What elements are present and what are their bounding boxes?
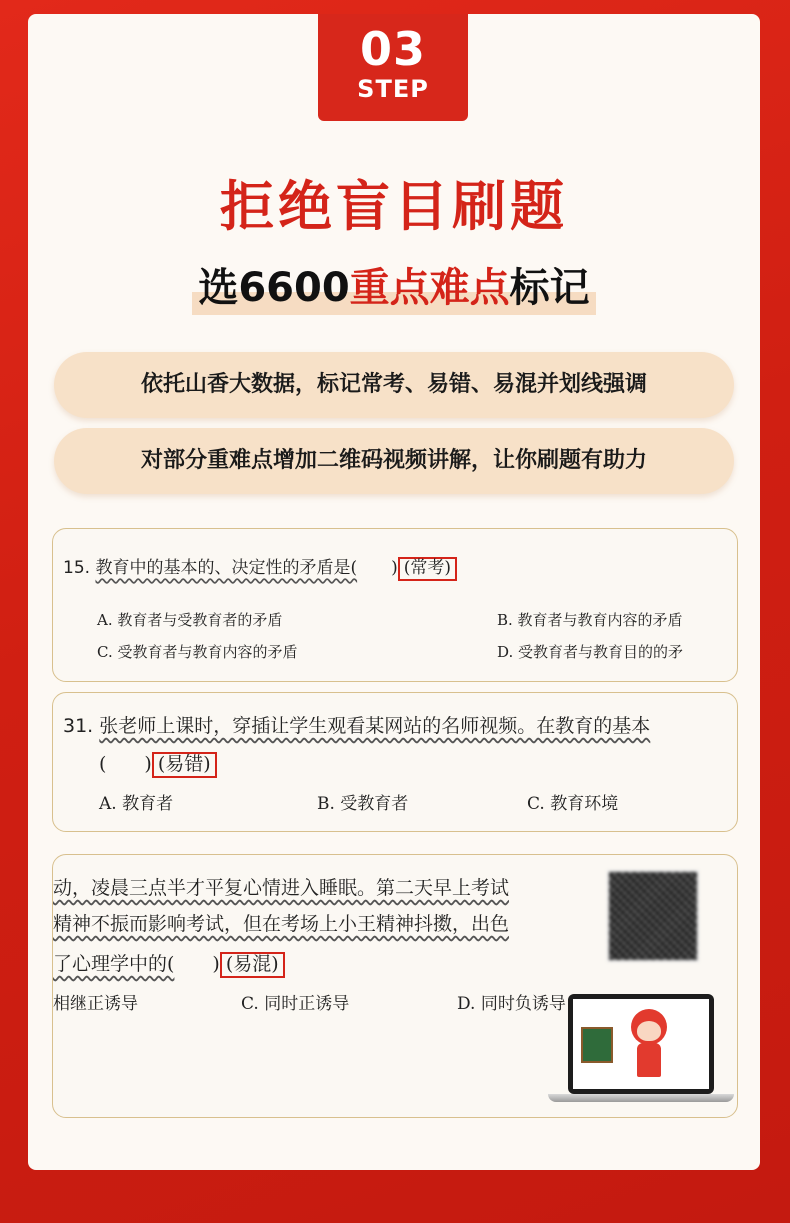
- qr-code-icon[interactable]: [607, 870, 699, 962]
- step-number: 03: [359, 22, 426, 76]
- question-1-stem: 教育中的基本的、决定性的矛盾是(: [95, 558, 358, 578]
- question-3-option-c: C. 同时正诱导: [241, 994, 350, 1014]
- video-preview: [573, 999, 709, 1089]
- content-card: [28, 14, 760, 1170]
- question-1-number: 15.: [63, 558, 91, 578]
- question-2-number: 31.: [63, 715, 94, 737]
- question-3-blank: ): [174, 953, 220, 975]
- question-2-option-b: B. 受教育者: [317, 794, 409, 814]
- question-1-tag: (常考): [398, 557, 457, 581]
- feature-pill-1: 依托山香大数据，标记常考、易错、易混并划线强调: [54, 352, 734, 418]
- question-3-option-d: D. 同时负诱导: [457, 994, 566, 1014]
- subtitle-highlight: 重点难点: [349, 265, 510, 311]
- question-3-line-1: 动，凌晨三点半才平复心情进入睡眠。第二天早上考试: [53, 877, 510, 899]
- subtitle: [28, 254, 760, 315]
- question-3-line-3: [53, 949, 285, 978]
- question-2-option-a: A. 教育者: [99, 794, 174, 814]
- question-3-tag: (易混): [220, 952, 285, 978]
- feature-pill-2: 对部分重难点增加二维码视频讲解，让你刷题有助力: [54, 428, 734, 494]
- question-2-tag: (易错): [152, 752, 217, 778]
- question-2-option-c: C. 教育环境: [527, 794, 619, 814]
- question-2-stem: 张老师上课时，穿插让学生观看某网站的名师视频。在教育的基本: [99, 715, 651, 737]
- question-1-option-b: B. 教育者与教育内容的矛盾: [497, 611, 683, 629]
- question-3-option-b: 相继正诱导: [53, 994, 138, 1014]
- mascot-face: [637, 1021, 661, 1041]
- subtitle-prefix: 选6600: [198, 265, 350, 311]
- question-1-blank: ): [357, 558, 398, 578]
- step-word: STEP: [357, 75, 429, 103]
- question-2-blank: ( ): [99, 753, 152, 775]
- page-title: 拒绝盲目刷题: [220, 175, 568, 238]
- question-1-option-a: A. 教育者与受教育者的矛盾: [97, 611, 283, 629]
- question-1-line: [63, 553, 457, 581]
- question-3-line-2: 精神不振而影响考试，但在考场上小王精神抖擞，出色: [53, 913, 510, 935]
- question-2-line-2: [99, 749, 217, 778]
- question-1-option-c: C. 受教育者与教育内容的矛盾: [97, 643, 298, 661]
- subtitle-suffix: 标记: [509, 265, 590, 311]
- question-3-stem: 了心理学中的(: [53, 953, 175, 975]
- mascot-body: [637, 1043, 661, 1077]
- question-2-line: [63, 711, 650, 738]
- chalkboard-icon: [581, 1027, 613, 1063]
- question-card-1: [52, 528, 738, 682]
- laptop-base: [548, 1094, 734, 1102]
- question-card-2: [52, 692, 738, 832]
- laptop-icon[interactable]: [568, 994, 714, 1094]
- question-1-option-d: D. 受教育者与教育目的的矛: [497, 643, 684, 661]
- step-badge: [318, 14, 468, 121]
